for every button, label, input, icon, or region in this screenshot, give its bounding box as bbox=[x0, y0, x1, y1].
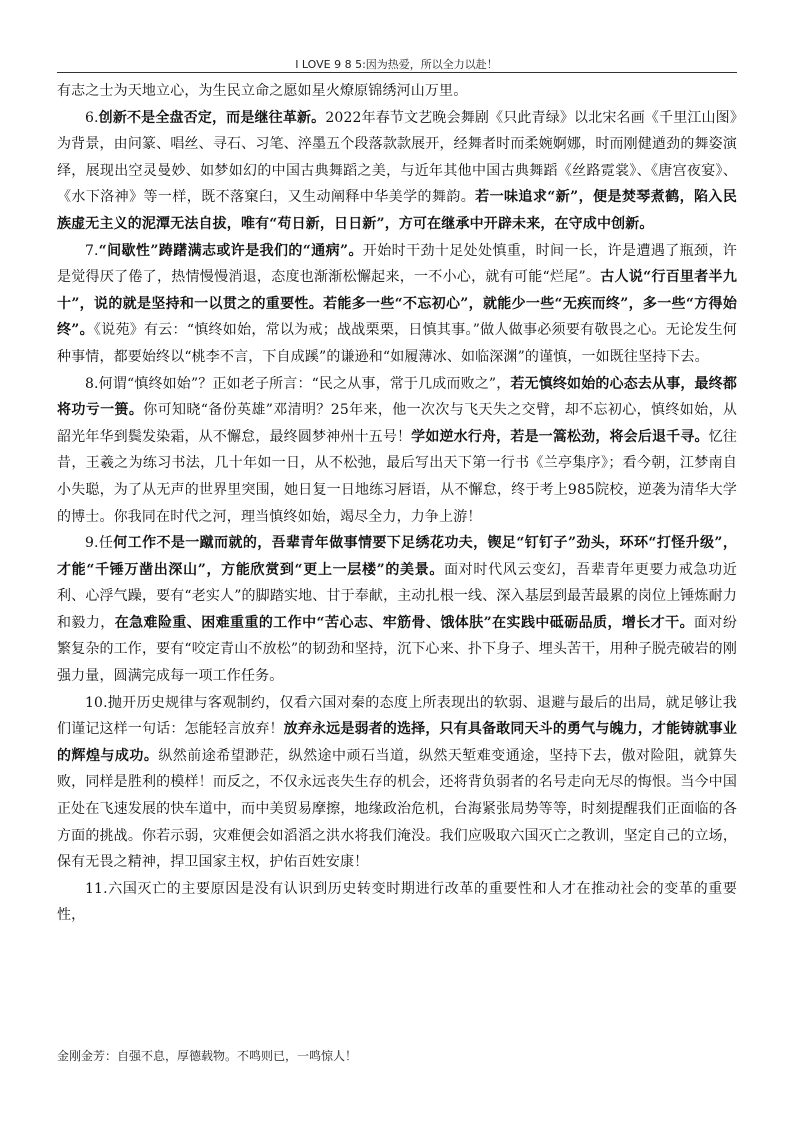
bold-text-segment: “间歇性”踌躇满志或许是我们的“通病”。 bbox=[98, 242, 363, 259]
text-segment: 10.抛开历史规律与客观制约，仅看六国对秦的态度上所表现出的软弱、退避与最后的出局，就足够让我们谨记这样一句话：怎能轻言放弃！ bbox=[57, 694, 737, 738]
page-header: I LOVE 9 8 5:因为热爱，所以全力以赴！ bbox=[295, 58, 498, 71]
text-segment: 《说苑》有云：“慎终如始，常以为戒；战战栗栗，日慎其事。”做人做事必须要有敬畏之心。无论发生何种事情，都要始终以“桃李不言，下自成蹊”的谦逊和“如履薄冰、如临深渊”的谨慎，一如既往坚持下去。 bbox=[57, 322, 737, 365]
paragraph bbox=[57, 78, 737, 105]
text-segment: 面对纷繁复杂的工作，要有“咬定青山不放松”的韧劲和坚持，沉下心来、扑下身子、埋头苦干，用种子脱壳破岩的刚强力量，圆满完成每一项工作任务。 bbox=[57, 614, 737, 685]
paragraph bbox=[57, 690, 737, 876]
text-segment: 有志之士为天地立心，为生民立命之愿如星火燎原锦绣河山万里。 bbox=[57, 83, 468, 99]
text-segment: 8.何谓“慎终如始”？正如老子所言：“民之从事，常于几成而败之”， bbox=[85, 375, 511, 392]
bold-text-segment: 何工作不是一蹴而就的，吾辈青年做事情要下足绣花功夫，锲足“钉钉子”劲头，环环“打怪升级”，才能“千锤万凿出深山”，方能欣赏到“更上一层楼”的美景。 bbox=[57, 535, 737, 578]
bold-text-segment: 若一味追求“新”，便是焚琴煮鹤，陷入民族虚无主义的泥潭无法自拔，唯有“苟日新，日日新”，方可在继承中开辟未来，在守成中创新。 bbox=[57, 189, 737, 232]
paragraph bbox=[57, 876, 737, 929]
text-segment: 9.任 bbox=[85, 535, 114, 552]
bold-text-segment: 古人说“行百里者半九十”，说的就是坚持和一以贯之的重要性。若能多一些“不忘初心”，就能少一些“无疾而终”，多一些“方得始终”。 bbox=[57, 269, 737, 339]
text-segment: 纵然前途希望渺茫，纵然途中顽石当道，纵然天堑难变通途，坚持下去，傲对险阻，就算失败，同样是胜利的模样！而反之，不仅永远丧失生存的机会，还将背负弱者的名号走向无尽的悔恨。当今中国正处在飞速发展的快车道中，而中美贸易摩擦，地缘政治危机，台海紧张局势等等，时刻提醒我们正面临的各方面的挑战。你若示弱，灾难便会如滔滔之洪水将我们淹没。我们应吸取六国灭亡之教训，坚定自己的立场，保有无畏之精神，捍卫国家主权，护佑百姓安康！ bbox=[57, 747, 737, 871]
paragraph bbox=[57, 530, 737, 690]
header-divider bbox=[57, 72, 737, 73]
text-segment: 6. bbox=[85, 109, 99, 126]
text-segment: 你可知晓“备份英雄”邓清明？25年来，他一次次与飞天失之交臂，却不忘初心，慎终如始，从韶光年华到鬓发染霜，从不懈怠，最终圆梦神州十五号！ bbox=[57, 402, 737, 445]
text-segment: 面对时代风云变幻，吾辈青年更要力戒急功近利、心浮气躁，要有“老实人”的脚踏实地、甘于奉献，主动扎根一线、深入基层到最苦最累的岗位上锤炼耐力和毅力， bbox=[57, 561, 737, 631]
bold-text-segment: 学如逆水行舟，若是一篙松劲，将会后退千寻。 bbox=[411, 428, 709, 445]
document-body bbox=[57, 78, 737, 929]
text-segment: 忆往昔，王羲之为练习书法，几十年如一日，从不松弛，最后写出天下第一行书《兰亭集序》；看今朝，江梦南自小失聪，为了从无声的世界里突围，她日复一日地练习唇语，从不懈怠，终于考上985院校，逆袭为清华大学的博士。你我同在时代之河，理当慎终如始，竭尽全力，力争上游！ bbox=[57, 428, 737, 525]
bold-text-segment: 若无慎终如始的心态去从事，最终都将功亏一篑。 bbox=[57, 375, 737, 419]
paragraph bbox=[57, 238, 737, 371]
paragraph bbox=[57, 371, 737, 531]
paragraph bbox=[57, 105, 737, 238]
bold-text-segment: 在急难险重、困难重重的工作中“苦心志、牢筋骨、饿体肤”在实践中砥砺品质，增长才干。 bbox=[114, 614, 694, 631]
text-segment: 开始时干劲十足处处慎重，时间一长，许是遭遇了瓶颈，许是觉得厌了倦了，热情慢慢消退，态度也渐渐松懈起来，一不小心，就有可能“烂尾”。 bbox=[57, 242, 737, 286]
text-segment: 2022年春节文艺晚会舞剧《只此青绿》以北宋名画《千里江山图》为背景，由问篆、唱丝、寻石、习笔、淬墨五个段落款款展开，经舞者时而柔婉婀娜，时而刚健遒劲的舞姿演绎，展现出空灵曼妙、如梦如幻的中国古典舞蹈之美，与近年其他中国古典舞蹈《丝路霓裳》、《唐宫夜宴》、《水下洛神》等一样，既不落窠臼，又生动阐释中华美学的舞韵。 bbox=[57, 109, 737, 206]
bold-text-segment: 放弃永远是弱者的选择，只有具备敢同天斗的勇气与魄力，才能铸就事业的辉煌与成功。 bbox=[57, 721, 737, 764]
bold-text-segment: 创新不是全盘否定，而是继往革新。 bbox=[98, 109, 326, 126]
text-segment: 11.六国灭亡的主要原因是没有认识到历史转变时期进行改革的重要性和人才在推动社会的变革的重要性， bbox=[57, 880, 737, 924]
text-segment: 7. bbox=[85, 242, 99, 259]
page-footer: 金刚金芳：自强不息，厚德载物。不鸣则已，一鸣惊人！ bbox=[57, 1049, 358, 1063]
